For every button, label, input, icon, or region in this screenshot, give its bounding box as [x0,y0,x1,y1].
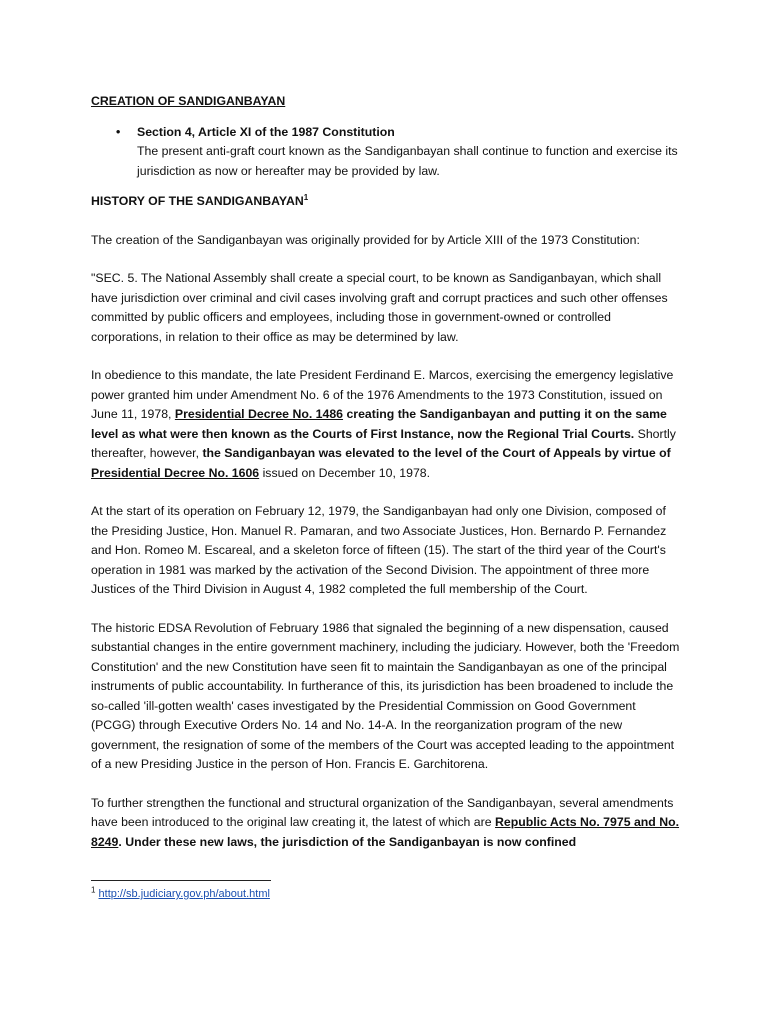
p3-part-b: creating the Sandiganbayan and putting it on the same level as what were then known as the Courts of First Instance, now the Regional Trial Courts. [91,407,667,441]
paragraph-6 [91,794,680,853]
p6-part-b: . Under these new laws, the jurisdiction of the Sandiganbayan is now confined [118,834,577,849]
footnote-ref: 1 [303,192,309,202]
bullet-item [91,123,680,182]
p6-part-a: To further strengthen the functional and structural organization of the Sandiganbayan, several amendments have been introduced to the original law creating it, the latest of which are [91,795,674,829]
document-title: CREATION OF SANDIGANBAYAN [91,94,286,108]
bullet-heading: Section 4, Article XI of the 1987 Constitution [137,124,395,139]
footnote-number: 1 [91,885,96,895]
paragraph-3 [91,366,680,483]
p3-part-d: the Sandiganbayan was elevated to the level of the Court of Appeals by virtue of [202,446,671,460]
bullet-icon: • [116,124,121,139]
p3-part-c: Shortly thereafter, however, [91,426,676,460]
pd-1486-reference: Presidential Decree No. 1486 [174,407,344,421]
history-heading-text: HISTORY OF THE SANDIGANBAYAN [91,194,304,208]
footnote [91,886,270,902]
paragraph-4: At the start of its operation on February 12, 1979, the Sandiganbayan had only one Division, composed of the Presiding Justice, Hon. Manuel R. Pamaran, and two Associate Justices, Hon. Bernardo P. Fernandez and Hon. Romeo M. Escareal, and a skeleton force of fifteen (15). The start of the third year of the Court's operation in 1981 was marked by the activation of the Second Division. The appointment of three more Justices of the Third Division in August 4, 1982 completed the full membership of the Court. [91,504,667,596]
p3-part-a: In obedience to this mandate, the late President Ferdinand E. Marcos, exercising the emergency legislative power granted him under Amendment No. 6 of the 1976 Amendments to the 1973 Constitution, issued on June 11, 1978, [91,368,674,421]
pd-1606-reference: Presidential Decree No. 1606 [91,465,260,480]
paragraph-5: The historic EDSA Revolution of February 1986 that signaled the beginning of a new dispensation, caused substantial changes in the entire government machinery, including the judiciary. However, both the 'Freedom Constitution' and the new Constitution have seen fit to maintain the Sandiganbayan as one of the principal instruments of public accountability. In furtherance of this, its jurisdiction has been broadened to include the so-called 'ill-gotten wealth' cases investigated by the Presidential Commission on Good Government (PCGG) through Executive Orders No. 14 and No. 14-A. In the reorganization program of the new government, the resignation of some of the members of the Court was accepted leading to the appointment of a new Presiding Justice in the person of Hon. Francis E. Garchitorena. [91,620,680,771]
history-heading [91,192,680,212]
bullet-text: The present anti-graft court known as the Sandiganbayan shall continue to function and exercise its jurisdiction as now or hereafter may be provided by law. [137,144,678,178]
paragraph-2: "SEC. 5. The National Assembly shall create a special court, to be known as Sandiganbayan, which shall have jurisdiction over criminal and civil cases involving graft and corrupt practices and such other offenses committed by public officers and employees, including those in government-owned or controlled corporations, in relation to their office as may be determined by law. [91,271,668,344]
republic-acts-reference: Republic Acts No. 7975 and No. 8249 [91,815,680,849]
paragraph-1: The creation of the Sandiganbayan was originally provided for by Article XIII of the 1973 Constitution: [91,232,640,247]
footnote-link[interactable]: http://sb.judiciary.gov.ph/about.html [98,888,270,900]
footnote-divider [91,880,271,881]
p3-part-e: issued on December 10, 1978. [259,465,431,480]
